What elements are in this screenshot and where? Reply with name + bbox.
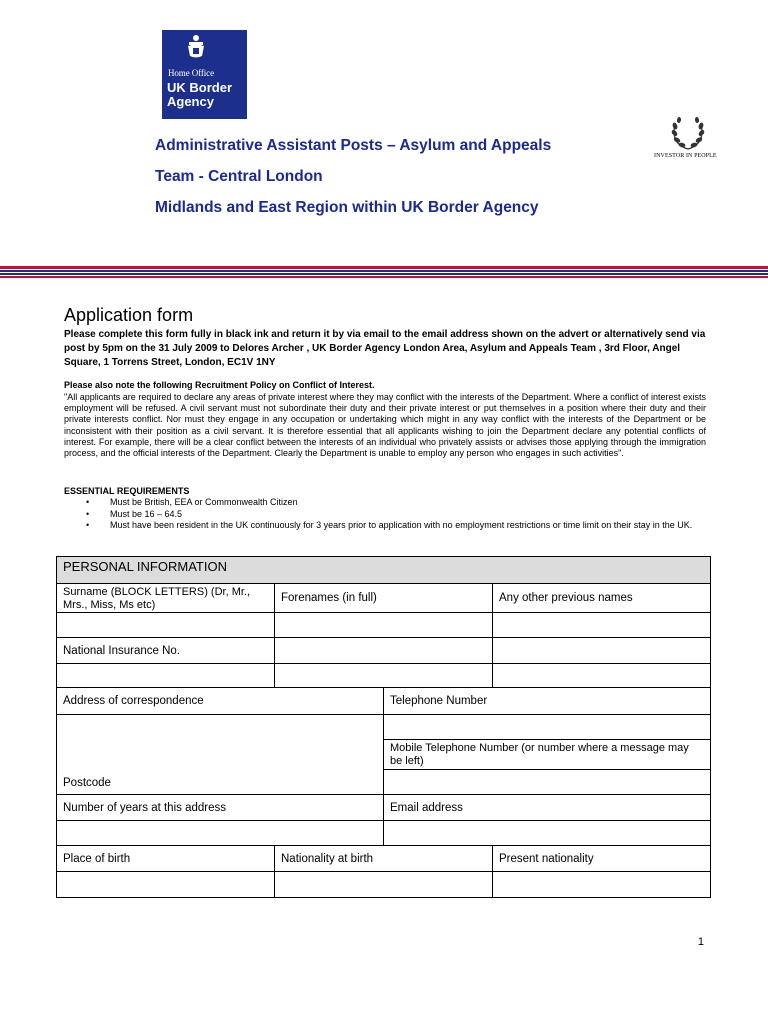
policy-heading: Please also note the following Recruitment Policy on Conflict of Interest.: [64, 380, 375, 390]
requirement-item: • Must have been resident in the UK continuously for 3 years prior to application with no employment restrictions or time limit on their stay in the UK.: [86, 520, 711, 532]
place-of-birth-field[interactable]: [56, 871, 275, 898]
requirement-item: • Must be 16 – 64.5: [86, 509, 711, 521]
forenames-field[interactable]: [274, 612, 493, 638]
logo-agency: Agency: [167, 94, 214, 109]
requirement-item: • Must be British, EEA or Commonwealth Citizen: [86, 497, 711, 509]
title-line-1: Administrative Assistant Posts – Asylum and Appeals: [155, 137, 552, 154]
forenames-label: Forenames (in full): [274, 583, 493, 613]
personal-information-table: [57, 557, 711, 898]
stripe-red-2: [0, 276, 768, 278]
present-nationality-field[interactable]: [492, 871, 711, 898]
postcode-label: Postcode: [63, 777, 111, 789]
logo-uk-border: UK Border: [167, 80, 233, 95]
ni-blank-cell: [274, 637, 493, 664]
investor-in-people-label: INVESTOR IN PEOPLE: [654, 153, 717, 159]
telephone-field[interactable]: [383, 714, 711, 740]
title-line-2: Team - Central London: [155, 168, 323, 185]
requirements-list: [86, 497, 711, 532]
stripe-red: [0, 266, 768, 269]
place-of-birth-label: Place of birth: [56, 845, 275, 872]
policy-text: "All applicants are required to declare any areas of private interest where they may conflict with the interests of the Department. Where a conflict of interest exists employment will be refused. A civil servant must not subordinate their duty and their private interest or put themselves in a position where their duty and their private interests conflict. Nor must they engage in any occupation or undertaking which might in any way conflict with the interests of the Department or be inconsistent with their position as a civil servant. It is therefore essential that all applicants wishing to join the Department declare any potential conflicts of interest. For example, there will be a clear conflict between the interests of an individual who privately assists or advises those applying through the immigration process, and the official interests of the Department. Clearly the Department is unable to employ any person who engages in such activities".: [64, 392, 706, 459]
logo-home-office: Home Office: [168, 68, 214, 78]
royal-crest-icon: [184, 34, 208, 60]
years-at-address-field[interactable]: [56, 820, 384, 846]
stripe-blue-1: [0, 270, 768, 272]
surname-label: Surname (BLOCK LETTERS) (Dr, Mr., Mrs., Miss, Ms etc): [56, 583, 275, 613]
ni-number-field[interactable]: [56, 663, 275, 688]
nationality-at-birth-field[interactable]: [274, 871, 493, 898]
page-number: 1: [697, 936, 704, 948]
present-nationality-label: Present nationality: [492, 845, 711, 872]
application-form-heading: Application form: [64, 305, 194, 325]
address-label: Address of correspondence: [56, 687, 384, 715]
previous-names-field[interactable]: [492, 612, 711, 638]
address-field[interactable]: [56, 714, 384, 795]
previous-names-label: Any other previous names: [492, 583, 711, 613]
essential-requirements-heading: ESSENTIAL REQUIREMENTS: [64, 486, 190, 496]
table-header: PERSONAL INFORMATION: [56, 556, 711, 584]
investor-in-people-wreath-icon: [668, 112, 708, 152]
ni-blank-field[interactable]: [274, 663, 493, 688]
telephone-label: Telephone Number: [383, 687, 711, 715]
title-line-3: Midlands and East Region within UK Border Agency: [155, 199, 539, 216]
mobile-label: Mobile Telephone Number (or number where a message may be left): [383, 739, 711, 770]
mobile-field[interactable]: [383, 769, 711, 795]
email-label: Email address: [383, 794, 711, 821]
email-field[interactable]: [383, 820, 711, 846]
ni-number-label: National Insurance No.: [56, 637, 275, 664]
home-office-ukba-logo: [162, 30, 247, 119]
surname-field[interactable]: [56, 612, 275, 638]
ni-blank-cell: [492, 637, 711, 664]
nationality-at-birth-label: Nationality at birth: [274, 845, 493, 872]
form-instructions: Please complete this form fully in black ink and return it by via email to the email address shown on the advert or alternatively send via post by 5pm on the 31 July 2009 to Delores Archer , UK Border Agency London Area, Asylum and Appeals Team , 3rd Floor, Angel Square, 1 Torrens Street, London, EC1V 1NY: [64, 329, 706, 368]
years-at-address-label: Number of years at this address: [56, 794, 384, 821]
stripe-blue-2: [0, 273, 768, 275]
ni-blank-field[interactable]: [492, 663, 711, 688]
